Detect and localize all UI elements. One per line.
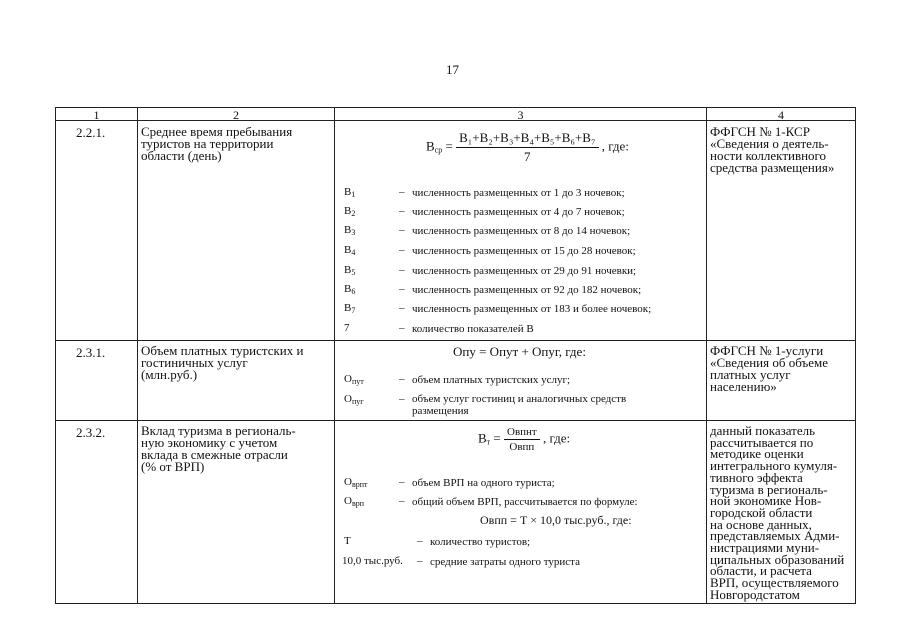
formula-grp-total: Овпп = Т × 10,0 тыс.руб., где: bbox=[480, 513, 632, 527]
formula-paid-services: Опу = Опут + Опуг, где: bbox=[453, 344, 586, 359]
row-number: 2.3.2. bbox=[76, 425, 106, 440]
indicator-name: Объем платных туристских и гостиничных услуг (млн.руб.) bbox=[141, 343, 304, 382]
row-number: 2.3.1. bbox=[76, 345, 106, 360]
page-number: 17 bbox=[446, 62, 459, 77]
data-source: ФФГСН № 1-КСР «Сведения о деятель- ности коллективного средства размещения» bbox=[710, 124, 835, 175]
column-header-2: 2 bbox=[233, 108, 239, 122]
column-header-3: 3 bbox=[517, 108, 524, 122]
indicator-name: Вклад туризма в региональ- ную экономику с учетом вклада в смежные отрасли (% от ВРП) bbox=[141, 423, 296, 474]
column-header-1: 1 bbox=[93, 108, 100, 122]
row-number: 2.2.1. bbox=[76, 125, 106, 140]
formula-average-stay: $В_{ср}$ = $\frac{\text{В₁+В₂+В₃+В₄+В₅+В₆+В₇}}{7}$ , где: bbox=[426, 130, 629, 164]
indicator-name: Среднее время пребывания туристов на территории области (день) bbox=[141, 124, 293, 163]
data-source: ФФГСН № 1-услуги «Сведения об объеме платных услуг населению» bbox=[710, 343, 829, 394]
data-source: данный показатель рассчитывается по методике оценки интегрального кумуля- тивного эффекта туризма в региональ- ной экономике Нов- городской области на основе данных, представляемых Адми- нистрациями муни- ципальных образований области, и расчета ВРП, осуществляемого Новгородстатом bbox=[710, 423, 845, 602]
column-header-4: 4 bbox=[778, 108, 784, 122]
formula-tourism-contribution: $В_т$ = $\frac{\text{Овпнт}}{\text{Овпп}}$ , где: bbox=[478, 426, 571, 453]
